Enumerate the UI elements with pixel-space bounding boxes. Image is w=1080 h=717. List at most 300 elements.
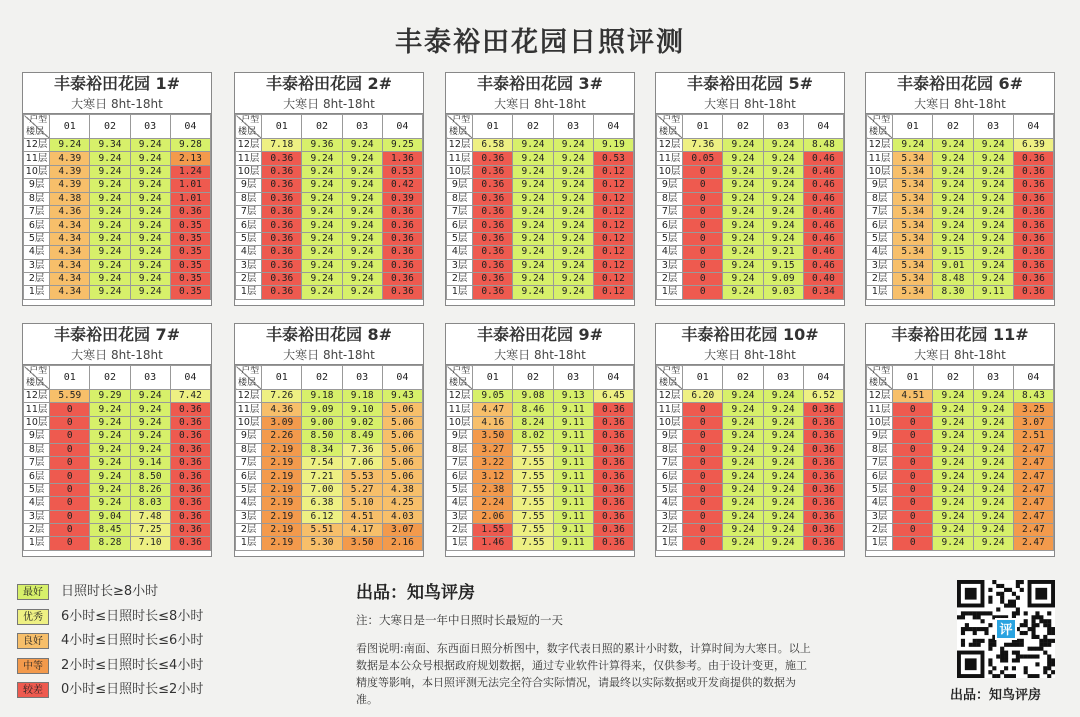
unit-header: 01: [50, 366, 90, 390]
floor-label: 11层: [24, 152, 50, 165]
sunlight-hours-cell: 9.09: [763, 272, 803, 285]
sunlight-hours-cell: 9.24: [553, 272, 593, 285]
table-corner: [236, 366, 262, 390]
sunlight-hours-cell: 9.24: [973, 443, 1013, 456]
floor-label: 8层: [867, 443, 893, 456]
sunlight-hours-cell: 0: [683, 497, 723, 510]
floor-label: 11层: [867, 152, 893, 165]
legend-item: [17, 609, 277, 627]
sunlight-hours-cell: 7.25: [130, 523, 170, 536]
sunlight-hours-cell: 0.36: [473, 219, 513, 232]
sunlight-hours-cell: 0.36: [262, 165, 302, 178]
sunlight-hours-cell: 9.24: [90, 205, 130, 218]
sunlight-hours-cell: 9.24: [513, 272, 553, 285]
table-row: [236, 523, 423, 536]
sunlight-hours-cell: 9.24: [90, 430, 130, 443]
qr-caption: 出品：知鸟评房: [950, 688, 1042, 703]
corner-floor-label: 楼层: [26, 378, 45, 388]
unit-header: 04: [803, 115, 843, 139]
sunlight-hours-cell: 8.45: [90, 523, 130, 536]
floor-label: 3层: [24, 510, 50, 523]
sunlight-hours-cell: 5.34: [893, 286, 933, 299]
sunlight-hours-cell: 9.10: [342, 403, 382, 416]
unit-header: 01: [473, 366, 513, 390]
sunlight-hours-cell: 7.55: [513, 510, 553, 523]
sunlight-hours-cell: 0.36: [1013, 219, 1053, 232]
table-row: [24, 456, 211, 469]
corner-floor-label: 楼层: [449, 127, 468, 137]
table-row: [657, 523, 844, 536]
floor-label: 7层: [867, 456, 893, 469]
sunlight-hours-cell: 9.24: [723, 286, 763, 299]
sunlight-hours-cell: 0.36: [1013, 152, 1053, 165]
sunlight-hours-cell: 4.39: [50, 152, 90, 165]
sunlight-hours-cell: 8.49: [342, 430, 382, 443]
corner-floor-label: 楼层: [449, 378, 468, 388]
sunlight-hours-cell: 9.24: [342, 259, 382, 272]
sunlight-hours-cell: 9.24: [893, 139, 933, 152]
sunlight-hours-cell: 9.24: [933, 232, 973, 245]
sunlight-hours-cell: 0.36: [473, 192, 513, 205]
sunlight-hours-cell: 9.24: [90, 152, 130, 165]
sunlight-hours-cell: 0.36: [803, 497, 843, 510]
sunlight-hours-cell: 5.06: [382, 416, 422, 429]
sunlight-hours-cell: 9.24: [763, 430, 803, 443]
sunlight-hours-cell: 9.24: [763, 205, 803, 218]
sunlight-hours-cell: 2.19: [262, 470, 302, 483]
table-row: [867, 165, 1054, 178]
sunlight-hours-cell: 9.24: [90, 470, 130, 483]
table-row: [447, 443, 634, 456]
sunlight-hours-cell: 9.24: [342, 219, 382, 232]
sunlight-hours-cell: 6.45: [593, 390, 633, 403]
floor-label: 4层: [447, 246, 473, 259]
floor-label: 12层: [657, 390, 683, 403]
sunlight-hours-cell: 9.24: [763, 443, 803, 456]
table-corner: [447, 115, 473, 139]
sunlight-hours-cell: 0.36: [170, 430, 210, 443]
table-row: [867, 416, 1054, 429]
sunlight-hours-cell: 7.55: [513, 497, 553, 510]
table-row: [447, 537, 634, 550]
floor-label: 10层: [24, 416, 50, 429]
sunlight-hours-cell: 0: [683, 523, 723, 536]
sunlight-hours-cell: 9.24: [513, 205, 553, 218]
sunlight-hours-cell: 9.24: [723, 232, 763, 245]
sunlight-hours-cell: 8.48: [803, 139, 843, 152]
floor-label: 8层: [447, 443, 473, 456]
sunlight-hours-cell: 9.11: [553, 510, 593, 523]
sunlight-hours-cell: 0: [50, 443, 90, 456]
floor-label: 5层: [24, 483, 50, 496]
sunlight-hours-cell: 4.51: [342, 510, 382, 523]
sunlight-hours-cell: 0.36: [262, 286, 302, 299]
sunlight-hours-cell: 9.24: [90, 192, 130, 205]
table-row: [867, 537, 1054, 550]
legend-item: [17, 682, 277, 700]
table-row: [657, 139, 844, 152]
sunlight-hours-cell: 5.34: [893, 152, 933, 165]
floor-label: 5层: [24, 232, 50, 245]
sunlight-hours-cell: 0.12: [593, 259, 633, 272]
sunlight-hours-cell: 9.11: [553, 430, 593, 443]
building-panel: [234, 323, 424, 557]
sunlight-hours-cell: 9.24: [513, 139, 553, 152]
sunlight-hours-cell: 8.43: [1013, 390, 1053, 403]
sunlight-hours-cell: 0.36: [262, 232, 302, 245]
sunlight-hours-cell: 0: [50, 523, 90, 536]
sunlight-hours-cell: 4.39: [50, 165, 90, 178]
table-row: [657, 430, 844, 443]
sunlight-hours-cell: 5.34: [893, 179, 933, 192]
sunlight-hours-cell: 9.24: [130, 259, 170, 272]
sunlight-hours-cell: 5.34: [893, 272, 933, 285]
unit-header: 04: [803, 366, 843, 390]
legend-item: [17, 584, 277, 602]
sunlight-hours-cell: 9.24: [933, 205, 973, 218]
floor-label: 3层: [236, 510, 262, 523]
sunlight-hours-cell: 0.36: [170, 443, 210, 456]
table-corner: [867, 366, 893, 390]
floor-label: 5层: [867, 232, 893, 245]
floor-label: 12层: [24, 139, 50, 152]
sunlight-hours-cell: 9.24: [763, 232, 803, 245]
floor-label: 6层: [236, 219, 262, 232]
sunlight-hours-cell: 9.24: [973, 192, 1013, 205]
sunlight-hours-cell: 0: [683, 232, 723, 245]
table-row: [24, 192, 211, 205]
sunlight-hours-cell: 9.24: [763, 139, 803, 152]
sunlight-hours-cell: 0.36: [593, 416, 633, 429]
sunlight-hours-cell: 9.24: [513, 152, 553, 165]
floor-label: 3层: [236, 259, 262, 272]
sunlight-hours-cell: 9.24: [723, 390, 763, 403]
sunlight-hours-cell: 2.19: [262, 497, 302, 510]
sunlight-hours-cell: 9.24: [723, 272, 763, 285]
table-row: [236, 259, 423, 272]
table-corner: [24, 115, 50, 139]
unit-header: 04: [593, 115, 633, 139]
sunlight-table: [23, 365, 211, 551]
table-row: [447, 219, 634, 232]
floor-label: 5层: [657, 483, 683, 496]
sunlight-table: [446, 365, 634, 551]
sunlight-hours-cell: 0.36: [170, 470, 210, 483]
sunlight-hours-cell: 9.24: [130, 403, 170, 416]
sunlight-table: [656, 114, 844, 300]
sunlight-hours-cell: 7.55: [513, 470, 553, 483]
table-row: [867, 510, 1054, 523]
table-row: [447, 390, 634, 403]
buildings-grid: [22, 72, 1058, 558]
floor-label: 5层: [236, 232, 262, 245]
sunlight-hours-cell: 0.36: [382, 272, 422, 285]
floor-label: 11层: [236, 403, 262, 416]
sunlight-hours-cell: 2.47: [1013, 443, 1053, 456]
sunlight-hours-cell: 0: [893, 523, 933, 536]
floor-label: 1层: [236, 537, 262, 550]
floor-label: 10层: [236, 165, 262, 178]
sunlight-hours-cell: 3.07: [1013, 416, 1053, 429]
sunlight-hours-cell: 1.36: [382, 152, 422, 165]
sunlight-hours-cell: 9.24: [973, 139, 1013, 152]
sunlight-hours-cell: 9.24: [933, 192, 973, 205]
building-subtitle: 大寒日 8ht-18ht: [866, 95, 1054, 114]
floor-label: 3层: [447, 510, 473, 523]
unit-header: 02: [933, 366, 973, 390]
floor-label: 12层: [236, 390, 262, 403]
sunlight-hours-cell: 0.36: [1013, 179, 1053, 192]
table-row: [236, 232, 423, 245]
sunlight-hours-cell: 9.24: [973, 537, 1013, 550]
corner-floor-label: 楼层: [238, 378, 257, 388]
floor-label: 9层: [24, 179, 50, 192]
unit-header: 01: [473, 115, 513, 139]
building-panel: [445, 72, 635, 306]
sunlight-hours-cell: 9.24: [130, 286, 170, 299]
floor-label: 6层: [657, 470, 683, 483]
sunlight-hours-cell: 9.03: [763, 286, 803, 299]
table-row: [24, 286, 211, 299]
building-panel: [655, 323, 845, 557]
table-row: [236, 152, 423, 165]
sunlight-hours-cell: 3.50: [473, 430, 513, 443]
sunlight-hours-cell: 9.24: [723, 246, 763, 259]
table-row: [236, 390, 423, 403]
sunlight-hours-cell: 5.34: [893, 219, 933, 232]
sunlight-hours-cell: 9.24: [553, 232, 593, 245]
sunlight-hours-cell: 9.24: [763, 416, 803, 429]
sunlight-hours-cell: 0.34: [803, 286, 843, 299]
corner-unit-label: 户型: [452, 366, 471, 376]
sunlight-hours-cell: 9.24: [342, 179, 382, 192]
unit-header: 02: [90, 115, 130, 139]
sunlight-hours-cell: 9.24: [302, 286, 342, 299]
table-row: [867, 390, 1054, 403]
building-panel: [22, 72, 212, 306]
sunlight-hours-cell: 9.24: [933, 403, 973, 416]
sunlight-hours-cell: 0: [893, 483, 933, 496]
sunlight-hours-cell: 9.24: [973, 430, 1013, 443]
sunlight-hours-cell: 9.24: [342, 139, 382, 152]
sunlight-hours-cell: 0.36: [262, 205, 302, 218]
sunlight-hours-cell: 0.46: [803, 192, 843, 205]
table-row: [236, 179, 423, 192]
sunlight-hours-cell: 0.36: [803, 443, 843, 456]
table-row: [24, 497, 211, 510]
sunlight-hours-cell: 0.46: [803, 246, 843, 259]
sunlight-hours-cell: 0.12: [593, 246, 633, 259]
sunlight-table: [23, 114, 211, 300]
unit-header: 03: [553, 115, 593, 139]
floor-label: 11层: [236, 152, 262, 165]
sunlight-hours-cell: 0: [50, 456, 90, 469]
table-row: [447, 523, 634, 536]
sunlight-hours-cell: 9.25: [382, 139, 422, 152]
table-row: [447, 272, 634, 285]
sunlight-hours-cell: 5.27: [342, 483, 382, 496]
sunlight-hours-cell: 7.42: [170, 390, 210, 403]
sunlight-hours-cell: 9.24: [933, 537, 973, 550]
sunlight-hours-cell: 0.12: [593, 272, 633, 285]
sunlight-hours-cell: 0.53: [382, 165, 422, 178]
floor-label: 8层: [447, 192, 473, 205]
sunlight-hours-cell: 5.06: [382, 403, 422, 416]
sunlight-hours-cell: 2.47: [1013, 537, 1053, 550]
corner-unit-label: 户型: [29, 115, 48, 125]
sunlight-hours-cell: 0.35: [170, 286, 210, 299]
table-row: [24, 219, 211, 232]
sunlight-hours-cell: 9.11: [553, 403, 593, 416]
sunlight-hours-cell: 4.34: [50, 232, 90, 245]
sunlight-hours-cell: 0.46: [803, 152, 843, 165]
table-row: [24, 430, 211, 443]
sunlight-hours-cell: 9.11: [973, 286, 1013, 299]
table-row: [447, 430, 634, 443]
table-row: [657, 152, 844, 165]
sunlight-hours-cell: 8.24: [513, 416, 553, 429]
sunlight-hours-cell: 9.24: [723, 403, 763, 416]
sunlight-hours-cell: 0: [50, 497, 90, 510]
sunlight-hours-cell: 9.24: [973, 272, 1013, 285]
sunlight-hours-cell: 9.24: [763, 403, 803, 416]
table-row: [657, 443, 844, 456]
sunlight-hours-cell: 9.24: [130, 165, 170, 178]
floor-label: 1层: [867, 286, 893, 299]
unit-header: 02: [90, 366, 130, 390]
sunlight-hours-cell: 8.30: [933, 286, 973, 299]
sunlight-hours-cell: 4.34: [50, 246, 90, 259]
sunlight-hours-cell: 0.36: [593, 523, 633, 536]
table-row: [867, 443, 1054, 456]
sunlight-hours-cell: 0.12: [593, 219, 633, 232]
unit-header: 03: [973, 115, 1013, 139]
table-row: [24, 232, 211, 245]
sunlight-hours-cell: 9.24: [342, 152, 382, 165]
sunlight-hours-cell: 0.05: [683, 152, 723, 165]
sunlight-hours-cell: 4.34: [50, 286, 90, 299]
sunlight-hours-cell: 9.24: [763, 456, 803, 469]
table-row: [447, 179, 634, 192]
sunlight-hours-cell: 4.16: [473, 416, 513, 429]
sunlight-hours-cell: 5.06: [382, 470, 422, 483]
sunlight-hours-cell: 2.19: [262, 443, 302, 456]
legend-text: 4小时≤日照时长≤6小时: [61, 633, 204, 648]
sunlight-hours-cell: 9.24: [973, 165, 1013, 178]
table-row: [867, 456, 1054, 469]
sunlight-hours-cell: 0: [50, 416, 90, 429]
table-row: [447, 139, 634, 152]
sunlight-hours-cell: 9.24: [90, 232, 130, 245]
sunlight-hours-cell: 9.36: [302, 139, 342, 152]
sunlight-hours-cell: 1.01: [170, 179, 210, 192]
floor-label: 7层: [447, 456, 473, 469]
table-row: [867, 139, 1054, 152]
sunlight-hours-cell: 0: [683, 510, 723, 523]
sunlight-hours-cell: 9.24: [723, 497, 763, 510]
sunlight-hours-cell: 7.26: [262, 390, 302, 403]
floor-label: 10层: [236, 416, 262, 429]
sunlight-hours-cell: 5.53: [342, 470, 382, 483]
floor-label: 6层: [24, 470, 50, 483]
sunlight-hours-cell: 9.02: [342, 416, 382, 429]
sunlight-hours-cell: 9.24: [130, 179, 170, 192]
unit-header: 02: [933, 115, 973, 139]
sunlight-hours-cell: 0.36: [1013, 246, 1053, 259]
sunlight-hours-cell: 0.36: [262, 192, 302, 205]
floor-label: 12层: [867, 390, 893, 403]
sunlight-hours-cell: 9.34: [90, 139, 130, 152]
sunlight-hours-cell: 9.11: [553, 470, 593, 483]
floor-label: 10层: [657, 165, 683, 178]
sunlight-hours-cell: 9.24: [723, 470, 763, 483]
floor-label: 4层: [657, 497, 683, 510]
sunlight-hours-cell: 0.46: [803, 219, 843, 232]
sunlight-hours-cell: 9.24: [973, 205, 1013, 218]
sunlight-hours-cell: 9.24: [130, 272, 170, 285]
sunlight-hours-cell: 0.36: [1013, 205, 1053, 218]
sunlight-hours-cell: 0.36: [473, 165, 513, 178]
sunlight-hours-cell: 3.25: [1013, 403, 1053, 416]
building-subtitle: 大寒日 8ht-18ht: [446, 95, 634, 114]
floor-label: 9层: [236, 179, 262, 192]
qr-badge-text: 评: [999, 623, 1013, 638]
table-row: [867, 192, 1054, 205]
table-row: [447, 403, 634, 416]
table-row: [447, 192, 634, 205]
sunlight-hours-cell: 0.36: [1013, 192, 1053, 205]
floor-label: 10层: [447, 416, 473, 429]
sunlight-hours-cell: 9.24: [723, 430, 763, 443]
sunlight-hours-cell: 9.24: [130, 205, 170, 218]
sunlight-hours-cell: 0.36: [593, 470, 633, 483]
sunlight-hours-cell: 9.24: [723, 152, 763, 165]
sunlight-hours-cell: 9.24: [973, 470, 1013, 483]
sunlight-hours-cell: 9.24: [973, 497, 1013, 510]
sunlight-hours-cell: 9.24: [130, 390, 170, 403]
sunlight-hours-cell: 0: [893, 470, 933, 483]
sunlight-hours-cell: 3.09: [262, 416, 302, 429]
sunlight-hours-cell: 5.34: [893, 165, 933, 178]
building-subtitle: 大寒日 8ht-18ht: [23, 95, 211, 114]
table-row: [236, 246, 423, 259]
sunlight-hours-cell: 9.24: [723, 510, 763, 523]
sunlight-hours-cell: 9.24: [973, 523, 1013, 536]
sunlight-hours-cell: 0.36: [473, 152, 513, 165]
table-corner: [867, 115, 893, 139]
unit-header: 03: [130, 115, 170, 139]
building-name: 丰泰裕田花园 10#: [681, 325, 819, 344]
sunlight-hours-cell: 9.24: [90, 165, 130, 178]
sunlight-hours-cell: 9.24: [763, 192, 803, 205]
table-row: [236, 483, 423, 496]
sunlight-hours-cell: 0.35: [170, 259, 210, 272]
sunlight-hours-cell: 9.24: [553, 152, 593, 165]
table-row: [24, 152, 211, 165]
sunlight-hours-cell: 0.36: [382, 219, 422, 232]
building-subtitle: 大寒日 8ht-18ht: [656, 95, 844, 114]
sunlight-hours-cell: 0: [683, 456, 723, 469]
sunlight-hours-cell: 9.24: [553, 192, 593, 205]
table-row: [24, 416, 211, 429]
table-row: [867, 205, 1054, 218]
sunlight-hours-cell: 9.24: [90, 497, 130, 510]
sunlight-hours-cell: 9.29: [90, 390, 130, 403]
sunlight-hours-cell: 8.48: [933, 272, 973, 285]
sunlight-hours-cell: 7.55: [513, 537, 553, 550]
floor-label: 6层: [657, 219, 683, 232]
sunlight-hours-cell: 0.36: [262, 272, 302, 285]
